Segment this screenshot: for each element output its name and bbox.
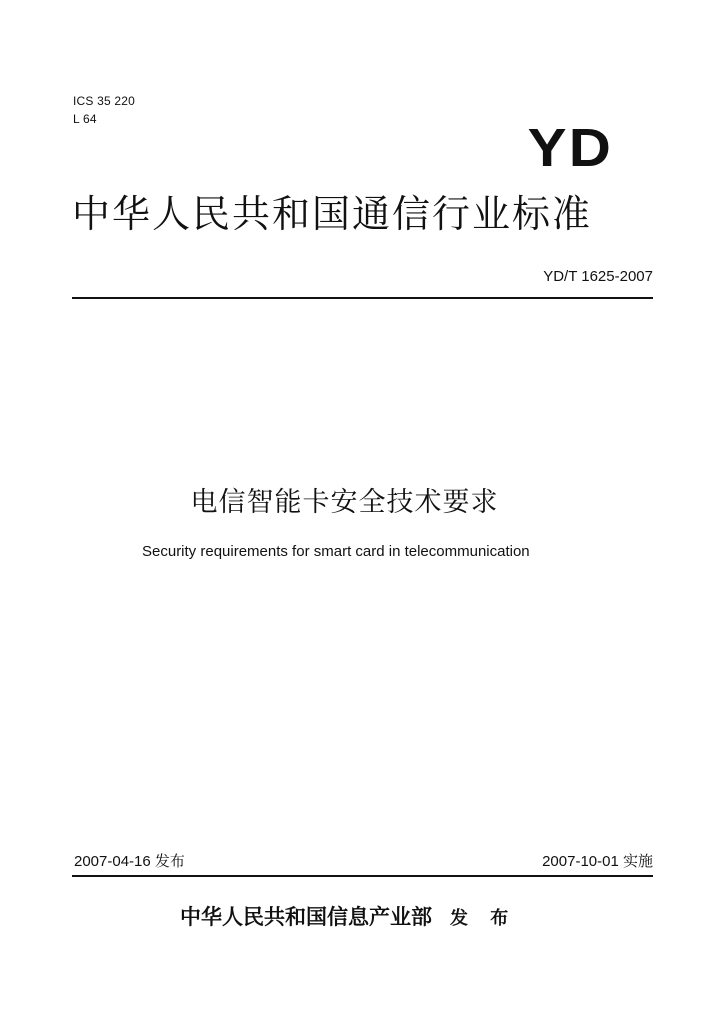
classification-codes — [73, 92, 135, 128]
ics-code: ICS 35 220 — [73, 94, 136, 108]
top-divider — [72, 297, 653, 299]
standard-number: YD/T 1625-2007 — [543, 268, 653, 285]
class-code: L 64 — [73, 112, 97, 126]
publisher-line — [180, 903, 516, 933]
publisher-name: 中华人民共和国信息产业部 — [180, 904, 432, 929]
implementation-date: 2007-10-01 实施 — [542, 853, 653, 870]
issue-date: 2007-04-16 发布 — [74, 853, 185, 870]
document-title-english: Security requirements for smart card in telecommunication — [142, 543, 530, 560]
publisher-action: 发 布 — [450, 908, 517, 929]
yd-logo: YD — [527, 118, 613, 178]
standard-title: 中华人民共和国通信行业标准 — [72, 192, 593, 236]
document-title-chinese: 电信智能卡安全技术要求 — [190, 487, 499, 518]
bottom-divider — [72, 875, 653, 877]
